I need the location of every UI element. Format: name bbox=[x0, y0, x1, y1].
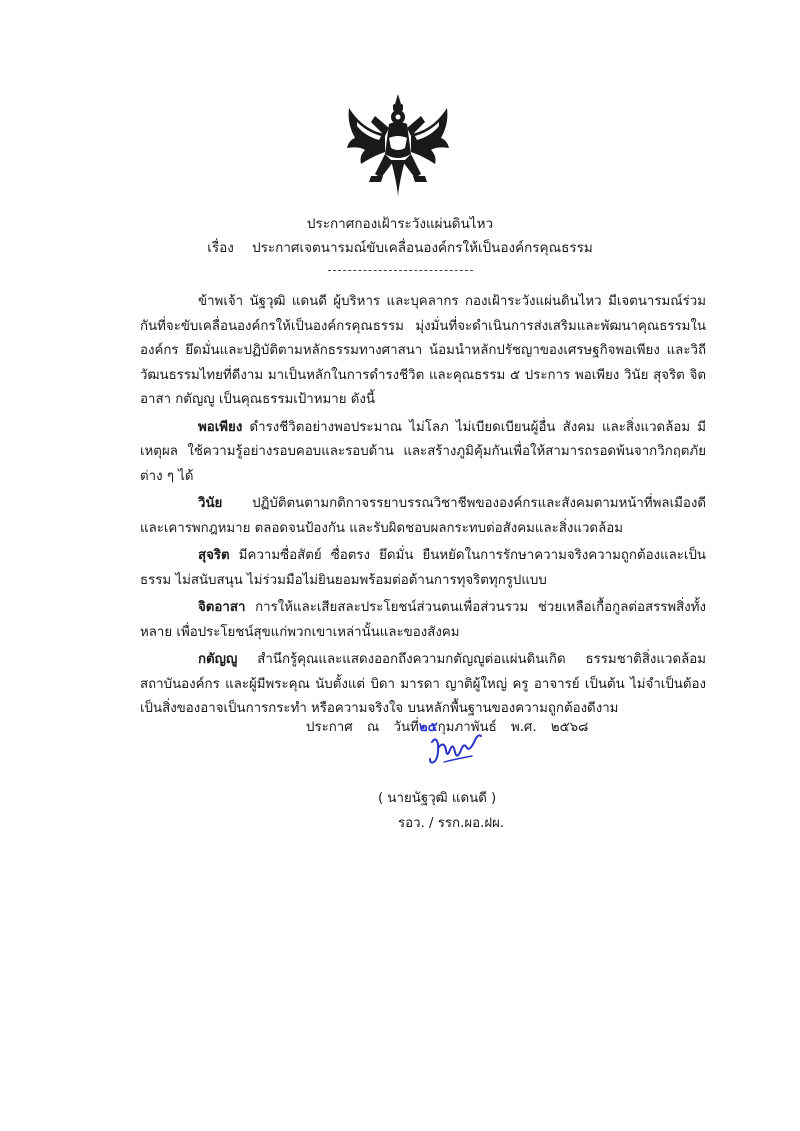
virtue-paragraph bbox=[140, 416, 706, 490]
virtue-term: จิตอาสา bbox=[198, 600, 246, 615]
subject-label: เรื่อง bbox=[207, 240, 234, 256]
virtue-text: ปฏิบัติตนตามกติกาจรรยาบรรณวิชาชีพขององค์กรและสังคมตามหน้าที่พลเมืองดี และเคารพกฎหมาย ตลอดจนป้องกัน และรับผิดชอบผลกระทบต่อสังคมและสิ่งแวดล้อม bbox=[140, 496, 706, 536]
month-name: กุมภาพันธ์ bbox=[437, 720, 497, 735]
divider bbox=[328, 270, 473, 271]
subject-text: ประกาศเจตนารมณ์ขับเคลื่อนองค์กรให้เป็นองค์กรคุณธรรม bbox=[252, 240, 593, 256]
at-label: ณ bbox=[366, 720, 380, 735]
virtue-paragraph bbox=[140, 648, 706, 722]
signer-name: ( นายนัฐวุฒิ แดนดี ) bbox=[378, 791, 497, 806]
virtue-paragraph bbox=[140, 544, 706, 593]
virtue-text: การให้และเสียสละประโยชน์ส่วนตนเพื่อส่วนรวม ช่วยเหลือเกื้อกูลต่อสรรพสิ่งทั้งหลาย เพื่อประโยชน์สุขแก่พวกเขาเหล่านั้นและของสังคม bbox=[140, 600, 707, 640]
virtue-text: ดำรงชีวิตอย่างพอประมาณ ไม่โลภ ไม่เบียดเบียนผู้อื่น สังคม และสิ่งแวดล้อม มีเหตุผล ใช้ความรู้อย่างรอบคอบและรอบด้าน และสร้างภูมิคุ้มกันเพื่อให้สามารถรอดพ้นจากวิกฤตภัยต่าง ๆ ได้ bbox=[140, 419, 706, 484]
virtue-term: วินัย bbox=[198, 496, 223, 511]
document-body bbox=[140, 290, 706, 725]
day-number: ๒๕ bbox=[418, 720, 438, 735]
signer-position: รอว. / รรก.ผอ.ฝผ. bbox=[398, 816, 505, 831]
subject-line bbox=[0, 239, 800, 257]
era-label: พ.ศ. bbox=[510, 720, 537, 735]
announcement-title: ประกาศกองเฝ้าระวังแผ่นดินไหว bbox=[306, 216, 494, 232]
virtue-text: มีความซื่อสัตย์ ซื่อตรง ยึดมั่น ยืนหยัดในการรักษาความจริงความถูกต้องและเป็นธรรม ไม่สนับสนุน ไม่ร่วมมือไม่ยินยอมพร้อมต่อต้านการทุจริตทุกรูปแบบ bbox=[140, 548, 706, 588]
announce-label: ประกาศ bbox=[306, 720, 353, 735]
intro-paragraph: ข้าพเจ้า นัฐวุฒิ แดนดี ผู้บริหาร และบุคลากร กองเฝ้าระวังแผ่นดินไหว มีเจตนารมณ์ร่วมกันที่จะขับเคลื่อนองค์กรให้เป็นองค์กรคุณธรรม มุ่งมั่นที่จะดำเนินการส่งเสริมและพัฒนาคุณธรรมในองค์กร ยึดมั่นและปฏิบัติตามหลักธรรมทางศาสนา น้อมนำหลักปรัชญาของเศรษฐกิจพอเพียง และวิถีวัฒนธรรมไทยที่ดีงาม มาเป็นหลักในการดำรงชีวิต และคุณธรรม ๕ ประการ พอเพียง วินัย สุจริต จิตอาสา กตัญญู เป็นคุณธรรมเป้าหมาย ดังนี้ bbox=[140, 294, 706, 407]
virtue-term: กตัญญู bbox=[198, 652, 238, 667]
day-prefix: วันที่ bbox=[393, 720, 419, 735]
virtue-term: พอเพียง bbox=[198, 419, 243, 435]
handwritten-signature bbox=[426, 732, 484, 772]
virtue-paragraph bbox=[140, 492, 706, 541]
virtue-term: สุจริต bbox=[198, 548, 230, 563]
virtue-text: สำนึกรู้คุณและแสดงออกถึงความกตัญญูต่อแผ่นดินเกิด ธรรมชาติสิ่งแวดล้อม สถาบันองค์กร และผู้มีพระคุณ นับตั้งแต่ บิดา มารดา ญาติผู้ใหญ่ ครู อาจารย์ เป็นต้น ไม่จำเป็นต้องเป็นสิ่งของอาจเป็นการกระทำ หรือความจริงใจ บนหลักพื้นฐานของความถูกต้องดีงาม bbox=[140, 652, 706, 716]
year-number: ๒๕๖๘ bbox=[550, 720, 589, 735]
virtue-paragraph bbox=[140, 596, 706, 645]
garuda-emblem-icon bbox=[345, 92, 451, 200]
